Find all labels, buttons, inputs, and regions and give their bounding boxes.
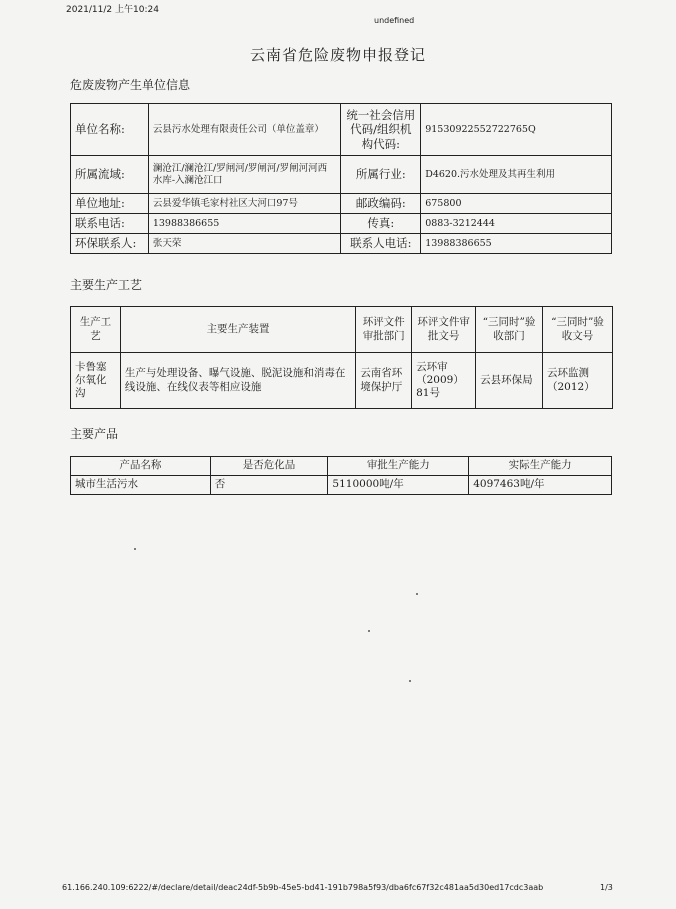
basin-value: 澜沧江/澜沧江/罗闸河/罗闸河/罗闸河河西水库-入澜沧江口: [148, 156, 341, 194]
footer-url: 61.166.240.109:6222/#/declare/detail/deac24df-5b9b-45e5-bd41-191b798a5f93/dba6fc67f32c481aa5d30ed17cdc3aab: [62, 883, 544, 892]
env-contact-value: 张天荣: [148, 234, 341, 254]
table-row: [71, 156, 612, 194]
header-cell: 主要生产装置: [120, 307, 355, 353]
section-title-process: 主要生产工艺: [70, 278, 143, 292]
unit-name-value: 云县污水处理有限责任公司（单位盖章）: [148, 104, 341, 156]
header-cell: 实际生产能力: [469, 457, 612, 476]
env-contact-label: 环保联系人:: [71, 234, 149, 254]
acceptance-dept-cell: 云县环保局: [476, 353, 543, 409]
scan-speck: [416, 593, 418, 595]
hazardous-cell: 否: [210, 476, 328, 495]
scan-speck: [368, 630, 370, 632]
header-cell: “三同时”验收部门: [476, 307, 543, 353]
fax-label: 传真:: [341, 214, 421, 234]
table-row: [71, 194, 612, 214]
product-name-cell: 城市生活污水: [71, 476, 211, 495]
phone-value: 13988386655: [148, 214, 341, 234]
address-value: 云县爱华镇毛家村社区大河口97号: [148, 194, 341, 214]
header-cell: 生产工艺: [71, 307, 121, 353]
fax-value: 0883-3212444: [421, 214, 612, 234]
postcode-value: 675800: [421, 194, 612, 214]
unit-info-table: [70, 103, 612, 254]
process-cell: 卡鲁塞尔氧化沟: [71, 353, 121, 409]
header-cell: 是否危化品: [210, 457, 328, 476]
basin-label: 所属流域:: [71, 156, 149, 194]
eia-dept-cell: 云南省环境保护厅: [356, 353, 412, 409]
contact-phone-value: 13988386655: [421, 234, 612, 254]
phone-label: 联系电话:: [71, 214, 149, 234]
page-title: 云南省危险废物申报登记: [249, 46, 426, 64]
header-cell: 审批生产能力: [328, 457, 469, 476]
equipment-cell: 生产与处理设备、曝气设施、脱泥设施和消毒在线设施、在线仪表等相应设施: [120, 353, 355, 409]
scan-speck: [134, 548, 136, 550]
acceptance-doc-cell: 云环监测（2012）: [542, 353, 612, 409]
header-cell: 产品名称: [71, 457, 211, 476]
credit-code-label: 统一社会信用代码/组织机构代码:: [341, 104, 421, 156]
table-row: [71, 457, 612, 476]
header-undefined-text: undefined: [374, 16, 415, 25]
header-cell: “三同时”验收文号: [542, 307, 612, 353]
table-row: [71, 353, 613, 409]
section-title-unit-info: 危废废物产生单位信息: [70, 78, 191, 92]
industry-label: 所属行业:: [341, 156, 421, 194]
header-cell: 环评文件审批文号: [412, 307, 476, 353]
scan-speck: [409, 680, 411, 682]
table-row: [71, 234, 612, 254]
approved-capacity-cell: 5110000吨/年: [328, 476, 469, 495]
process-table: [70, 306, 613, 409]
page-number: 1/3: [600, 883, 613, 892]
address-label: 单位地址:: [71, 194, 149, 214]
credit-code-value: 91530922552722765Q: [421, 104, 612, 156]
table-row: [71, 104, 612, 156]
table-row: [71, 476, 612, 495]
postcode-label: 邮政编码:: [341, 194, 421, 214]
print-datetime: 2021/11/2 上午10:24: [66, 5, 159, 15]
header-cell: 环评文件审批部门: [356, 307, 412, 353]
table-row: [71, 214, 612, 234]
products-table: [70, 456, 612, 495]
industry-value: D4620.污水处理及其再生利用: [421, 156, 612, 194]
contact-phone-label: 联系人电话:: [341, 234, 421, 254]
section-title-products: 主要产品: [70, 427, 119, 441]
unit-name-label: 单位名称:: [71, 104, 149, 156]
actual-capacity-cell: 4097463吨/年: [469, 476, 612, 495]
eia-doc-cell: 云环审（2009）81号: [412, 353, 476, 409]
table-row: [71, 307, 613, 353]
